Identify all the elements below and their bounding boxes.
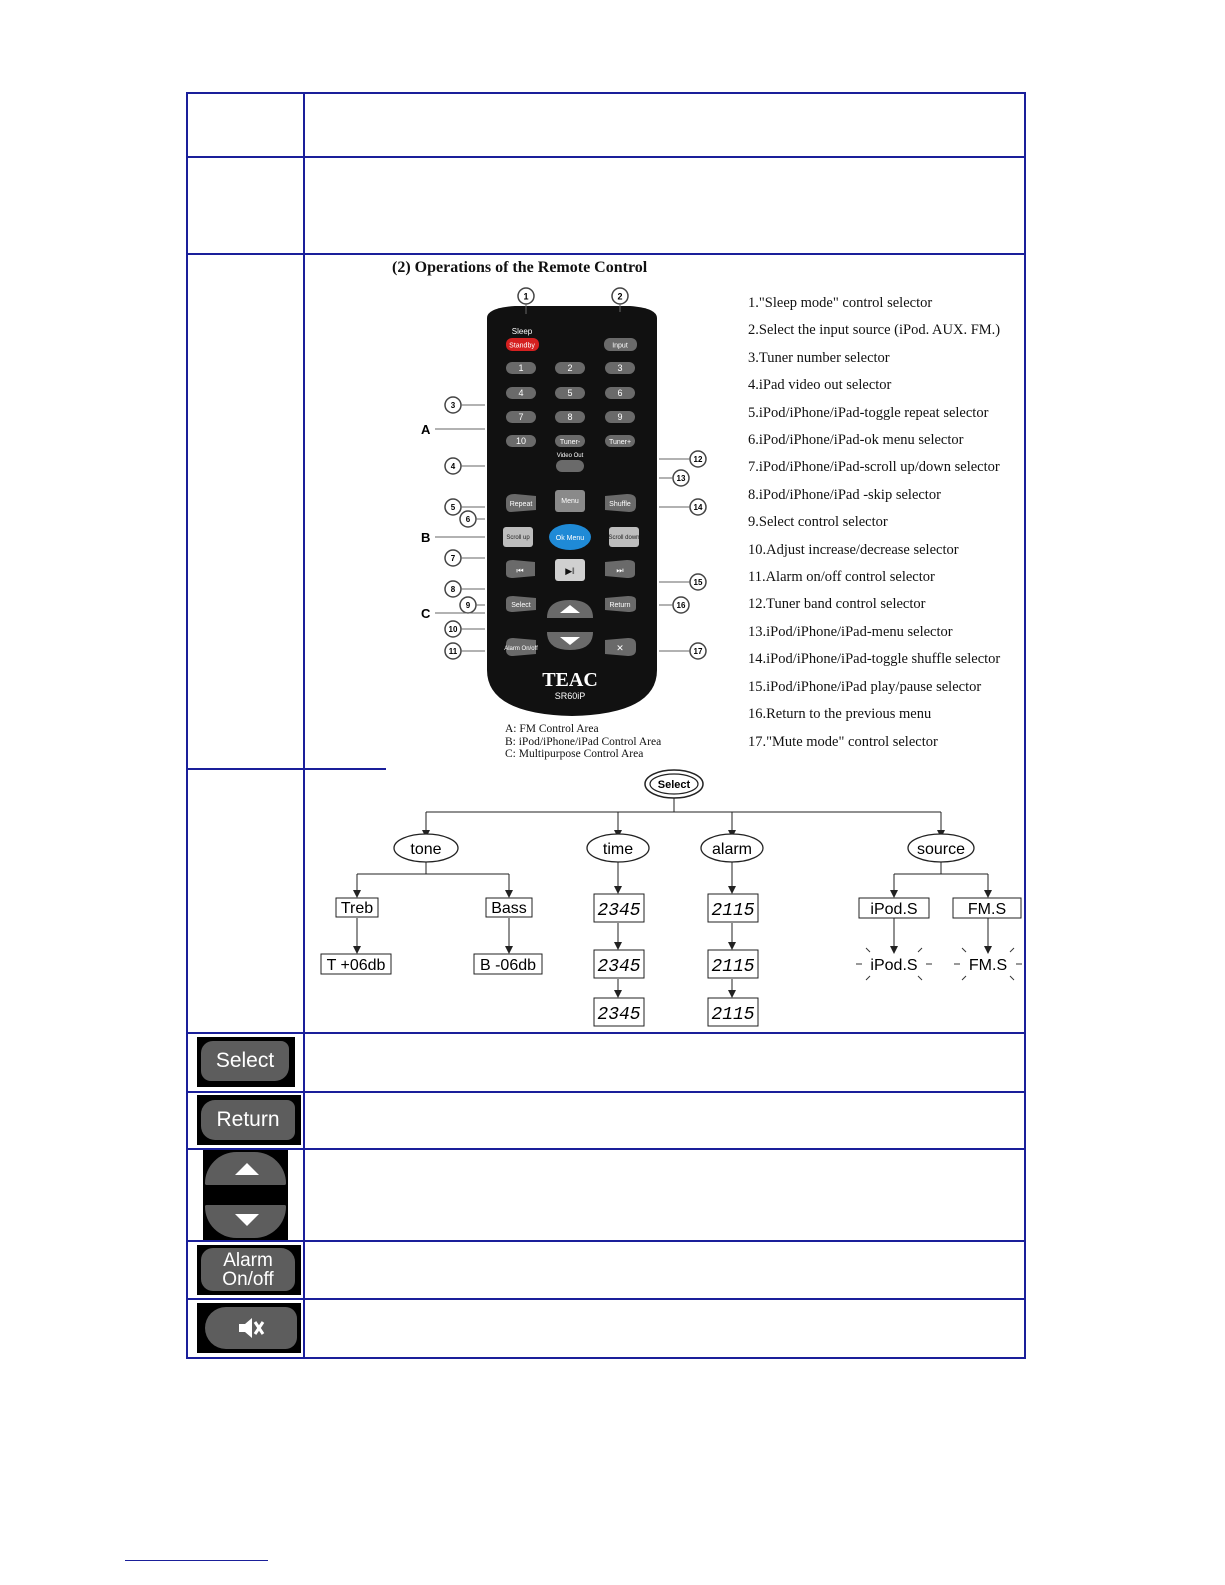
svg-text:Tuner-: Tuner-: [559, 439, 581, 446]
return-button-icon: [197, 1095, 301, 1145]
table-row-divider: [186, 1298, 1026, 1300]
down-arrow-button-large: [205, 1205, 286, 1238]
svg-text:T +06db: T +06db: [326, 957, 386, 974]
svg-text:3: 3: [617, 363, 623, 373]
svg-text:11: 11: [448, 647, 458, 656]
description-item: 8.iPod/iPhone/iPad -skip selector: [748, 486, 941, 503]
description-item: 4.iPad video out selector: [748, 377, 892, 394]
svg-text:6: 6: [617, 388, 623, 398]
description-item: 6.iPod/iPhone/iPad-ok menu selector: [748, 432, 964, 449]
return-label-remote: Return: [609, 602, 631, 609]
svg-text:2: 2: [567, 363, 573, 373]
svg-text:4: 4: [450, 462, 456, 471]
svg-text:14: 14: [693, 503, 703, 512]
table-row-divider: [186, 1240, 1026, 1242]
alarm-label-remote: Alarm On/off: [504, 646, 538, 652]
play-pause-icon: ▶‖: [565, 566, 575, 576]
brand-logo: TEAC: [542, 669, 598, 691]
mute-speaker-icon: [236, 1315, 266, 1341]
svg-text:1: 1: [518, 363, 524, 373]
description-item: 14.iPod/iPhone/iPad-toggle shuffle selector: [748, 651, 1001, 668]
svg-text:7: 7: [518, 412, 524, 422]
table-row-divider: [186, 253, 1026, 255]
table-row-divider: [186, 156, 1026, 158]
description-item: 16.Return to the previous menu: [748, 706, 932, 723]
callout-2-label: 2: [617, 291, 623, 302]
svg-text:5: 5: [567, 388, 573, 398]
area-legend-a: A: FM Control Area: [505, 723, 599, 735]
description-item: 9.Select control selector: [748, 514, 888, 531]
down-arrow-icon: [235, 1214, 259, 1226]
area-c-label: C: [421, 606, 431, 621]
table-row-divider: [186, 1032, 1026, 1034]
svg-text:tone: tone: [410, 841, 442, 858]
svg-text:2115: 2115: [711, 1005, 755, 1025]
description-item: 13.iPod/iPhone/iPad-menu selector: [748, 623, 953, 640]
sleep-label: Sleep: [511, 327, 533, 336]
footnote-separator: [125, 1560, 268, 1561]
alarm-button-label: [201, 1248, 295, 1291]
svg-text:12: 12: [693, 455, 703, 464]
alarm-button-icon: [197, 1245, 301, 1295]
svg-text:alarm: alarm: [711, 841, 753, 858]
callout-1-label: 1: [523, 291, 529, 302]
description-item: 2.Select the input source (iPod. AUX. FM.): [748, 322, 1001, 339]
svg-text:10: 10: [515, 436, 527, 446]
svg-text:2345: 2345: [597, 957, 641, 977]
svg-text:2115: 2115: [711, 957, 755, 977]
area-legend: [505, 723, 661, 761]
svg-text:Treb: Treb: [340, 900, 374, 917]
svg-text:4: 4: [518, 388, 524, 398]
svg-text:2345: 2345: [597, 901, 641, 921]
scroll-up-label: Scroll up: [506, 535, 530, 541]
svg-text:source: source: [916, 841, 966, 858]
description-item: 15.iPod/iPhone/iPad play/pause selector: [748, 678, 982, 695]
svg-text:Menu: Menu: [561, 498, 579, 505]
svg-text:9: 9: [617, 412, 623, 422]
svg-text:10: 10: [448, 625, 458, 634]
svg-text:Tuner+: Tuner+: [608, 439, 632, 446]
svg-text:16: 16: [676, 601, 686, 610]
alarm-line-2: On/off: [222, 1268, 274, 1290]
mute-icon-remote: ✕: [616, 643, 624, 653]
svg-text:7: 7: [450, 554, 456, 563]
description-list: [748, 290, 1000, 756]
area-a-label: A: [421, 422, 431, 437]
up-arrow-icon: [235, 1163, 259, 1175]
mute-button-shape: [205, 1307, 297, 1349]
description-item: 1."Sleep mode" control selector: [748, 295, 933, 311]
up-arrow-button-large: [205, 1152, 286, 1185]
table-row-divider: [186, 1148, 1026, 1150]
description-item: 10.Adjust increase/decrease selector: [748, 541, 959, 558]
svg-text:15: 15: [693, 578, 703, 587]
svg-text:17: 17: [693, 647, 703, 656]
input-label: Input: [612, 342, 628, 350]
scroll-down-label: Scroll down: [608, 535, 640, 541]
video-out-button: [556, 460, 584, 472]
svg-text:FM.S: FM.S: [967, 901, 1007, 918]
description-item: 7.iPod/iPhone/iPad-scroll up/down selector: [748, 459, 1000, 476]
table-row-divider: [186, 1091, 1026, 1093]
area-b-label: B: [421, 530, 431, 545]
tree-root-label: Select: [657, 779, 691, 791]
description-item: 17."Mute mode" control selector: [748, 733, 938, 750]
svg-text:8: 8: [567, 412, 573, 422]
svg-text:iPod.S: iPod.S: [870, 901, 918, 918]
svg-text:time: time: [602, 841, 634, 858]
svg-text:5: 5: [450, 503, 456, 512]
ok-menu-label: Ok Menu: [555, 535, 585, 542]
section-title: (2) Operations of the Remote Control: [392, 259, 648, 276]
next-icon: ⏭: [616, 566, 624, 575]
svg-text:2345: 2345: [597, 1005, 641, 1025]
area-legend-c: C: Multipurpose Control Area: [505, 748, 644, 760]
arrow-buttons-icon: [203, 1150, 288, 1240]
tree-value-ipod-s: iPod.S: [870, 957, 918, 974]
select-button-icon: [197, 1037, 295, 1087]
table-column-divider: [303, 92, 305, 1359]
mute-button-icon: [197, 1303, 301, 1353]
select-tree-diagram: [310, 768, 1025, 1032]
svg-text:3: 3: [450, 401, 456, 410]
prev-icon: ⏮: [516, 566, 524, 575]
description-item: 11.Alarm on/off control selector: [748, 569, 935, 586]
select-label-remote: Select: [511, 602, 531, 609]
svg-text:B -06db: B -06db: [479, 957, 537, 974]
area-legend-b: B: iPod/iPhone/iPad Control Area: [505, 735, 662, 748]
standby-label: Standby: [509, 342, 535, 350]
svg-text:Bass: Bass: [491, 900, 527, 917]
description-item: 12.Tuner band control selector: [748, 596, 926, 613]
svg-text:6: 6: [465, 515, 471, 524]
video-out-label: Video Out: [556, 453, 584, 459]
svg-text:Repeat: Repeat: [509, 501, 533, 508]
remote-control-illustration: [405, 282, 725, 722]
alarm-line-1: Alarm: [223, 1249, 273, 1271]
tree-value-fm-s: FM.S: [968, 957, 1008, 974]
model-label: SR60iP: [554, 691, 586, 701]
description-item: 3.Tuner number selector: [748, 349, 890, 366]
select-button-label: Select: [201, 1041, 289, 1081]
svg-text:8: 8: [450, 585, 456, 594]
svg-text:2115: 2115: [711, 901, 755, 921]
description-item: 5.iPod/iPhone/iPad-toggle repeat selector: [748, 404, 989, 421]
svg-text:9: 9: [465, 601, 471, 610]
svg-text:Shuffle: Shuffle: [609, 501, 631, 508]
return-button-label: Return: [201, 1100, 295, 1140]
svg-text:13: 13: [676, 474, 686, 483]
